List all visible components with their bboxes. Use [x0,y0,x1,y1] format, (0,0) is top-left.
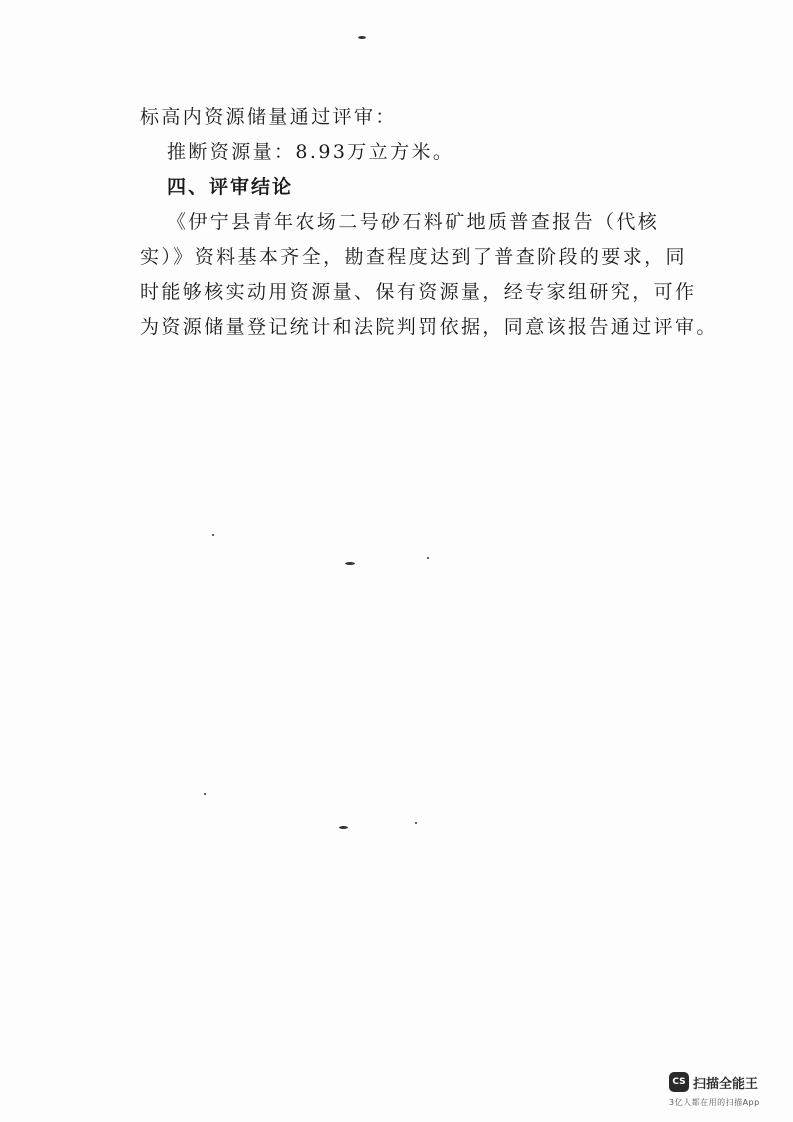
watermark-title: 扫描全能王 [693,1077,759,1092]
inferred-resource-line: 推断资源量：8.93万立方米。 [167,141,455,163]
paragraph-line-2: 实）》资料基本齐全，勘查程度达到了普查阶段的要求，同 [140,246,687,268]
document-line-1: 标高内资源储量通过评审： [140,106,397,128]
paragraph-line-3: 时能够核实动用资源量、保有资源量，经专家组研究，可作 [140,281,697,303]
camscanner-logo-icon: CS [669,1072,689,1092]
paragraph-line-4: 为资源储量登记统计和法院判罚依据，同意该报告通过评审。 [140,316,718,338]
document-body [140,100,718,345]
watermark-subtitle: 3亿人都在用的扫描App [669,1098,760,1107]
paragraph-line-1: 《伊宁县青年农场二号砂石料矿地质普查报告（代核 [167,211,660,233]
scanner-watermark [669,1072,779,1114]
section-heading: 四、评审结论 [167,176,294,198]
